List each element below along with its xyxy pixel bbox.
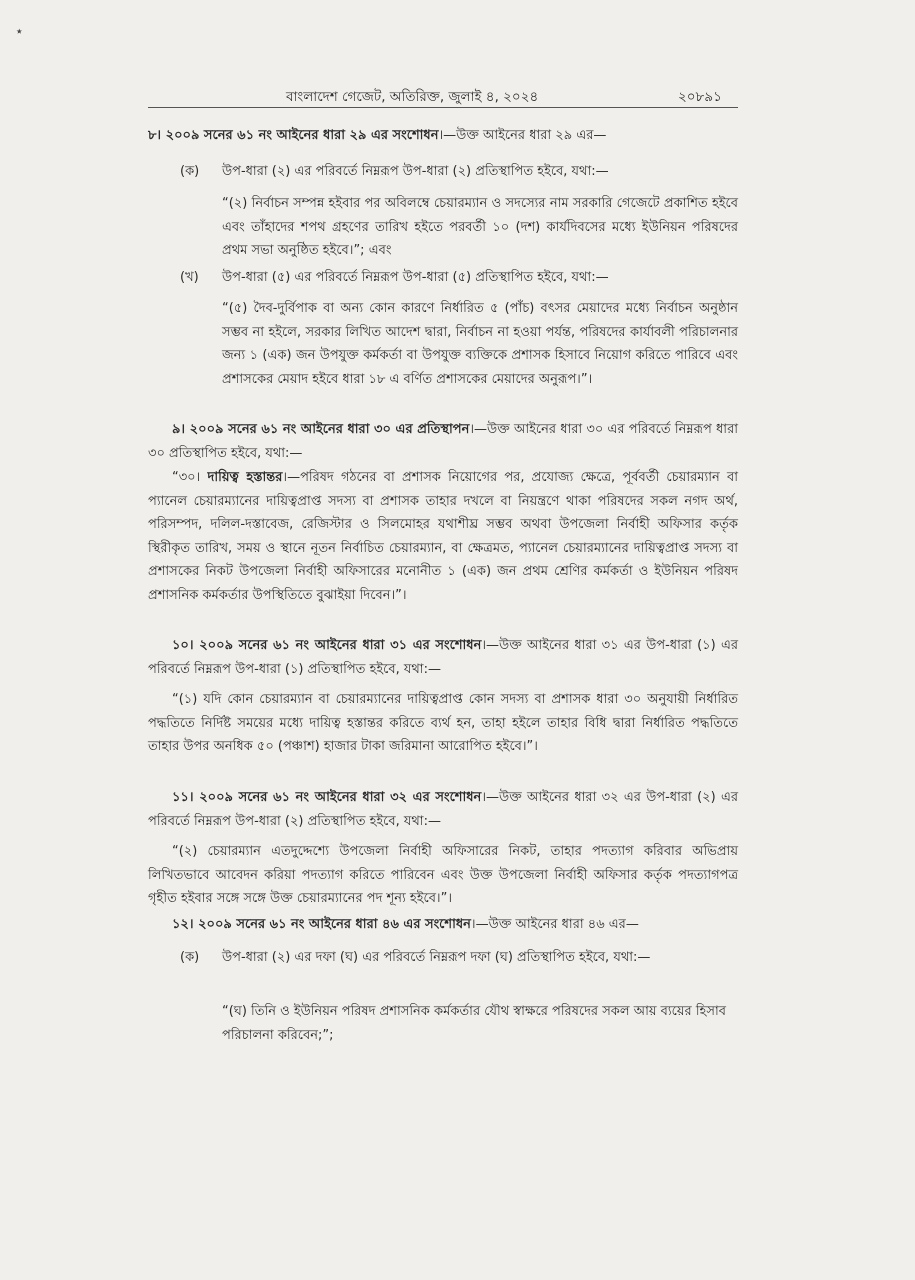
section-10-quote: “(১) যদি কোন চেয়ারম্যান বা চেয়ারম্যানের দায়িত্বপ্রাপ্ত কোন সদস্য বা প্রশাসক ধারা ৩০ অনুযায়ী নির্ধারিত পদ্ধতিতে নির্দিষ্ট সময়ের মধ্যে দায়িত্ব হস্তান্তর করিতে ব্যর্থ হন, তাহা হইলে তাহার বিধি দ্বারা নির্ধারিত পদ্ধতিতে তাহার উপর অনধিক ৫০ (পঞ্চাশ) হাজার টাকা জরিমানা আরোপিত হইবে।”।: [148, 692, 738, 754]
section-8-a-label: (ক): [180, 164, 200, 179]
section-11-quote: “(২) চেয়ারম্যান এতদুদ্দেশ্যে উপজেলা নির্বাহী অফিসারের নিকট, তাহার পদত্যাগ করিবার অভিপ্রায় লিখিতভাবে আবেদন করিয়া পদত্যাগ করিতে পারিবেন এবং উক্ত উপজেলা নির্বাহী অফিসার কর্তৃক পদত্যাগপত্র গৃহীত হইবার সঙ্গে সঙ্গে উক্ত চেয়ারম্যানের পদ শূন্য হইবে।”।: [148, 844, 738, 906]
section-12-a-quote: “(ঘ) তিনি ও ইউনিয়ন পরিষদ প্রশাসনিক কর্মকর্তার যৌথ স্বাক্ষরে পরিষদের সকল আয় ব্যয়ের হিসাব পরিচালনা করিবেন;”;: [222, 1004, 726, 1043]
section-12-a-text: উপ-ধারা (২) এর দফা (ঘ) এর পরিবর্তে নিম্নরূপ দফা (ঘ) প্রতিস্থাপিত হইবে, যথা:—: [222, 950, 651, 965]
running-header: বাংলাদেশ গেজেট, অতিরিক্ত, জুলাই ৪, ২০২৪: [286, 89, 539, 105]
header-rule: [148, 107, 738, 108]
section-8-b-label: (খ): [180, 270, 199, 285]
page-number: ২০৮৯১: [678, 89, 722, 105]
section-8-b-text: উপ-ধারা (৫) এর পরিবর্তে নিম্নরূপ উপ-ধারা (৫) প্রতিস্থাপিত হইবে, যথা:—: [222, 270, 609, 285]
section-11-heading: ১১। ২০০৯ সনের ৬১ নং আইনের ধারা ৩২ এর সংশোধন।—উক্ত আইনের ধারা ৩২ এর উপ-ধারা (২) এর পরিবর্তে নিম্নরূপ উপ-ধারা (২) প্রতিস্থাপিত হইবে, যথা:—: [148, 790, 738, 829]
section-8-a-text: উপ-ধারা (২) এর পরিবর্তে নিম্নরূপ উপ-ধারা (২) প্রতিস্থাপিত হইবে, যথা:—: [222, 164, 609, 179]
section-12-a-label: (ক): [180, 950, 200, 965]
section-10-heading: ১০। ২০০৯ সনের ৬১ নং আইনের ধারা ৩১ এর সংশোধন।—উক্ত আইনের ধারা ৩১ এর উপ-ধারা (১) এর পরিবর্তে নিম্নরূপ উপ-ধারা (১) প্রতিস্থাপিত হইবে, যথা:—: [148, 638, 738, 677]
section-12-heading: ১২। ২০০৯ সনের ৬১ নং আইনের ধারা ৪৬ এর সংশোধন।—উক্ত আইনের ধারা ৪৬ এর—: [172, 917, 639, 932]
section-8-a-quote: “(২) নির্বাচন সম্পন্ন হইবার পর অবিলম্বে চেয়ারম্যান ও সদস্যের নাম সরকারি গেজেটে প্রকাশিত হইবে এবং তাঁহাদের শপথ গ্রহণের তারিখ হইতে পরবর্তী ১০ (দশ) কার্যদিবসের মধ্যে ইউনিয়ন পরিষদের প্রথম সভা অনুষ্ঠিত হইবে।”; এবং: [222, 196, 738, 258]
section-8-b-quote: “(৫) দৈব-দুর্বিপাক বা অন্য কোন কারণে নির্ধারিত ৫ (পাঁচ) বৎসর মেয়াদের মধ্যে নির্বাচন অনুষ্ঠান সম্ভব না হইলে, সরকার লিখিত আদেশ দ্বারা, নির্বাচন না হওয়া পর্যন্ত, পরিষদের কার্যাবলী পরিচালনার জন্য ১ (এক) জন উপযুক্ত কর্মকর্তা বা উপযুক্ত ব্যক্তিকে প্রশাসক হিসাবে নিয়োগ করিতে পারিবে এবং প্রশাসকের মেয়াদ হইবে ধারা ১৮ এ বর্ণিত প্রশাসকের মেয়াদের অনুরূপ।”।: [222, 301, 738, 387]
section-9-heading: ৯। ২০০৯ সনের ৬১ নং আইনের ধারা ৩০ এর প্রতিস্থাপন।—উক্ত আইনের ধারা ৩০ এর পরিবর্তে নিম্নরূপ ধারা ৩০ প্রতিস্থাপিত হইবে, যথা:—: [148, 422, 738, 461]
stray-mark: ٭: [16, 24, 23, 38]
section-9-quote: “৩০। দায়িত্ব হস্তান্তর।—পরিষদ গঠনের বা প্রশাসক নিয়োগের পর, প্রযোজ্য ক্ষেত্রে, পূর্ববর্তী চেয়ারম্যান বা প্যানেল চেয়ারম্যানের দায়িত্বপ্রাপ্ত সদস্য বা প্রশাসক তাহার দখলে বা নিয়ন্ত্রণে থাকা পরিষদের সকল নগদ অর্থ, পরিসম্পদ, দলিল-দস্তাবেজ, রেজিস্টার ও সিলমোহর যথাশীঘ্র সম্ভব অথবা উপজেলা নির্বাহী অফিসার কর্তৃক স্থিরীকৃত তারিখ, সময় ও স্থানে নূতন নির্বাচিত চেয়ারম্যান, বা ক্ষেত্রমত, প্যানেল চেয়ারম্যানের দায়িত্বপ্রাপ্ত সদস্য বা প্রশাসকের নিকট উপজেলা নির্বাহী অফিসারের মনোনীত ১ (এক) জন প্রথম শ্রেণির কর্মকর্তা ও ইউনিয়ন পরিষদ প্রশাসনিক কর্মকর্তার উপস্থিতিতে বুঝাইয়া দিবেন।”।: [148, 470, 739, 603]
section-8-heading: ৮। ২০০৯ সনের ৬১ নং আইনের ধারা ২৯ এর সংশোধন।—উক্ত আইনের ধারা ২৯ এর—: [148, 128, 607, 143]
